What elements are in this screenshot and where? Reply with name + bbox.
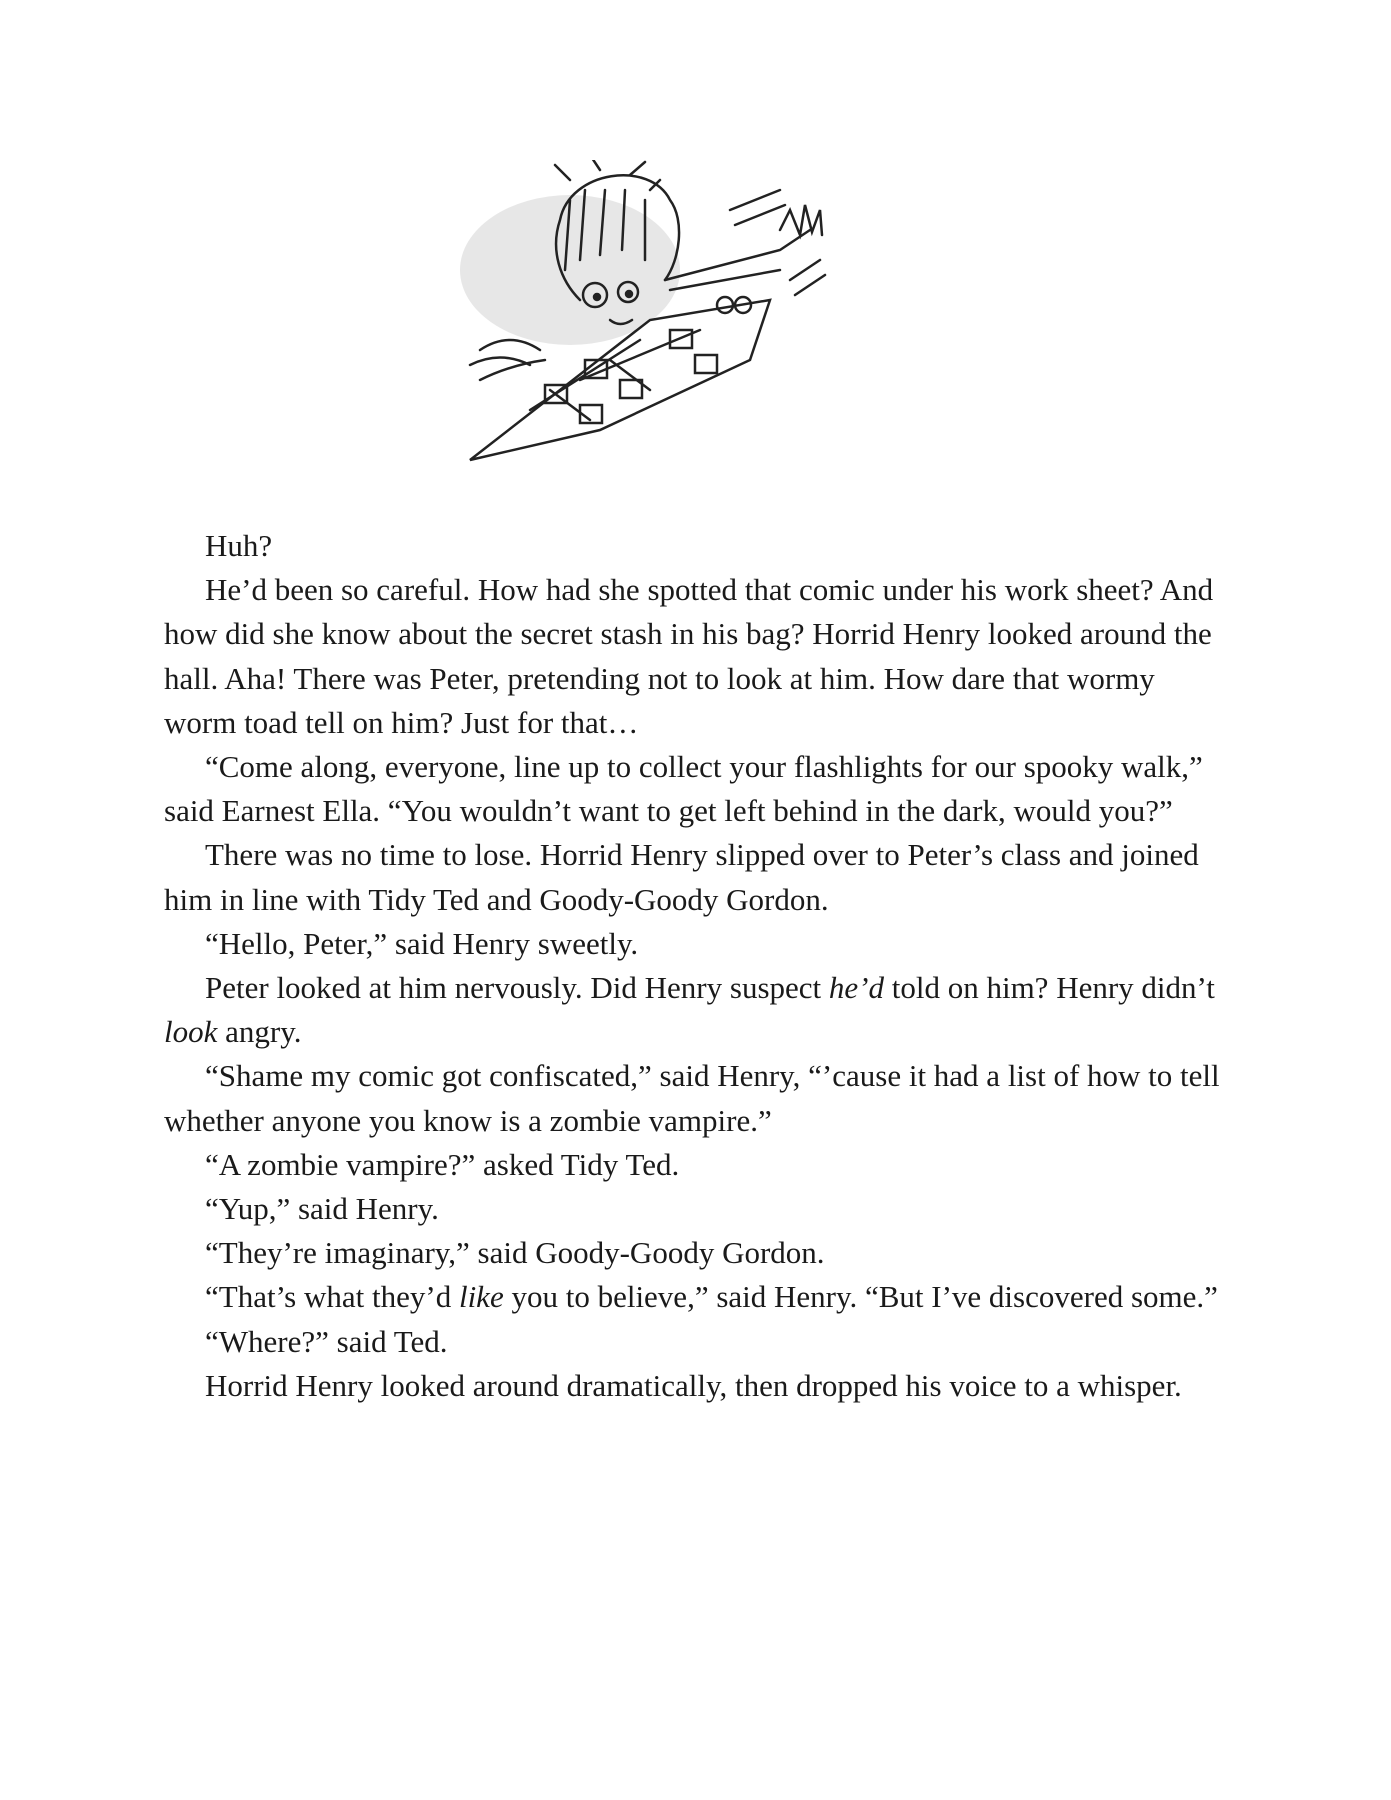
text-run: “Come along, everyone, line up to collect your flashlights for our spooky walk,” said Earnest Ella. “You wouldn’t want to get left behind in the dark, would you?” <box>164 749 1203 829</box>
story-text <box>164 524 1234 1408</box>
text-run: “Shame my comic got confiscated,” said Henry, “’cause it had a list of how to tell whether anyone you know is a zombie vampire.” <box>164 1058 1220 1138</box>
text-run: “Where?” said Ted. <box>205 1323 448 1359</box>
henry-illustration <box>450 160 950 480</box>
paragraph <box>164 1231 1234 1275</box>
emphasis: like <box>458 1279 504 1315</box>
paragraph <box>164 568 1234 745</box>
paragraph <box>164 922 1234 966</box>
text-run: told on him? Henry didn’t <box>883 970 1215 1006</box>
paragraph <box>164 1054 1234 1142</box>
paragraph <box>164 524 1234 568</box>
text-run: Peter looked at him nervously. Did Henry suspect <box>205 970 829 1006</box>
text-run: “Hello, Peter,” said Henry sweetly. <box>205 925 639 961</box>
paragraph <box>164 966 1234 1054</box>
text-run: angry. <box>217 1014 302 1050</box>
text-run: There was no time to lose. Horrid Henry slipped over to Peter’s class and joined him in line with Tidy Ted and Goody-Goody Gordon. <box>164 837 1199 917</box>
paragraph <box>164 1364 1234 1408</box>
paragraph <box>164 1320 1234 1364</box>
text-run: “That’s what they’d <box>205 1279 459 1315</box>
paragraph <box>164 1143 1234 1187</box>
text-run: “Yup,” said Henry. <box>205 1191 439 1227</box>
emphasis: look <box>164 1014 218 1050</box>
paragraph <box>164 833 1234 921</box>
emphasis: he’d <box>828 970 884 1006</box>
text-run: you to believe,” said Henry. “But I’ve discovered some.” <box>503 1279 1218 1315</box>
paragraph <box>164 1275 1234 1319</box>
paragraph <box>164 1187 1234 1231</box>
text-run: “A zombie vampire?” asked Tidy Ted. <box>205 1146 680 1182</box>
text-run: He’d been so careful. How had she spotted that comic under his work sheet? And how did she know about the secret stash in his bag? Horrid Henry looked around the hall. Aha! There was Peter, pretending not to look at him. How dare that wormy worm toad tell on him? Just for that… <box>164 572 1214 740</box>
paragraph <box>164 745 1234 833</box>
text-run: Huh? <box>205 528 273 563</box>
text-run: “They’re imaginary,” said Goody-Goody Gordon. <box>205 1235 825 1271</box>
text-run: Horrid Henry looked around dramatically, then dropped his voice to a whisper. <box>205 1367 1182 1403</box>
